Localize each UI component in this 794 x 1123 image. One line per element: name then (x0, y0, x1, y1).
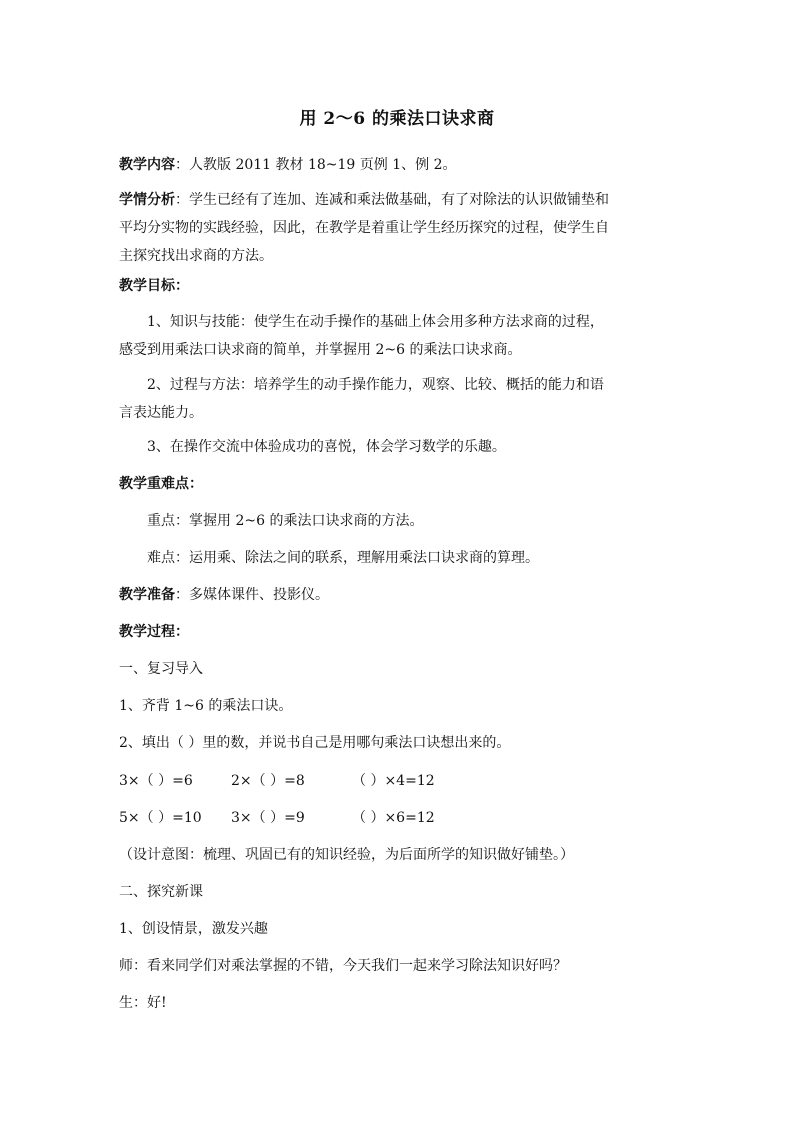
goal-1-line-2: 感受到用乘法口诀求商的简单，并掌握用 2~6 的乘法口诀求商。 (119, 342, 522, 358)
equation-item: 2×（ ）=8 (231, 773, 305, 789)
student-analysis-line-1: ：学生已经有了连加、连减和乘法做基础，有了对除法的认识做铺垫和 (175, 192, 609, 208)
teaching-content-text: ：人教版 2011 教材 18~19 页例 1、例 2。 (175, 157, 457, 173)
goal-2-paragraph (119, 371, 675, 427)
goal-1-paragraph (119, 308, 675, 364)
teaching-process-heading: 教学过程： (119, 624, 189, 640)
goal-2-line-1: 2、过程与方法：培养学生的动手操作能力，观察、比较、概括的能力和语 (147, 377, 604, 393)
step-3-paragraph: 1、创设情景，激发兴趣 (119, 921, 268, 937)
teacher-dialogue: 师：看来同学们对乘法掌握的不错，今天我们一起来学习除法知识好吗？ (119, 958, 567, 974)
section-1-heading: 一、复习导入 (119, 661, 203, 677)
equation-item: 5×（ ）=10 (119, 810, 202, 826)
goal-3-paragraph: 3、在操作交流中体验成功的喜悦，体会学习数学的乐趣。 (147, 439, 506, 455)
document-title: 用 2～6 的乘法口诀求商 (299, 109, 495, 129)
student-analysis-paragraph (119, 186, 675, 270)
key-point-paragraph: 重点：掌握用 2~6 的乘法口诀求商的方法。 (147, 513, 424, 529)
difficult-point-paragraph: 难点：运用乘、除法之间的联系，理解用乘法口诀求商的算理。 (147, 550, 539, 566)
equation-row-2 (119, 804, 675, 832)
teaching-goals-heading: 教学目标： (119, 278, 189, 294)
equation-item: 3×（ ）=9 (231, 810, 305, 826)
student-analysis-line-2: 平均分实物的实践经验，因此，在教学是着重让学生经历探究的过程，使学生自 (119, 220, 609, 236)
design-note-paragraph: （设计意图：梳理、巩固已有的知识经验，为后面所学的知识做好铺垫。） (119, 847, 574, 863)
student-analysis-label: 学情分析 (119, 192, 175, 208)
teaching-prep-label: 教学准备 (119, 587, 175, 603)
section-2-heading: 二、探究新课 (119, 884, 203, 900)
equation-item: （ ）×4=12 (352, 773, 435, 789)
goal-1-line-1: 1、知识与技能：使学生在动手操作的基础上体会用多种方法求商的过程， (147, 314, 604, 330)
key-difficult-heading: 教学重难点： (119, 476, 203, 492)
teaching-content-paragraph (119, 151, 675, 179)
teaching-content-label: 教学内容 (119, 157, 175, 173)
step-1-paragraph: 1、齐背 1~6 的乘法口诀。 (119, 698, 293, 714)
teaching-prep-text: ：多媒体课件、投影仪。 (175, 587, 329, 603)
step-2-paragraph: 2、填出（ ）里的数，并说书自己是用哪句乘法口诀想出来的。 (119, 735, 511, 751)
student-analysis-line-3: 主探究找出求商的方法。 (119, 248, 273, 264)
student-dialogue: 生：好! (119, 995, 167, 1011)
goal-2-line-2: 言表达能力。 (119, 405, 203, 421)
equation-row-1 (119, 767, 675, 795)
teaching-prep-paragraph (119, 581, 675, 609)
equation-item: 3×（ ）=6 (119, 773, 193, 789)
equation-item: （ ）×6=12 (352, 810, 435, 826)
